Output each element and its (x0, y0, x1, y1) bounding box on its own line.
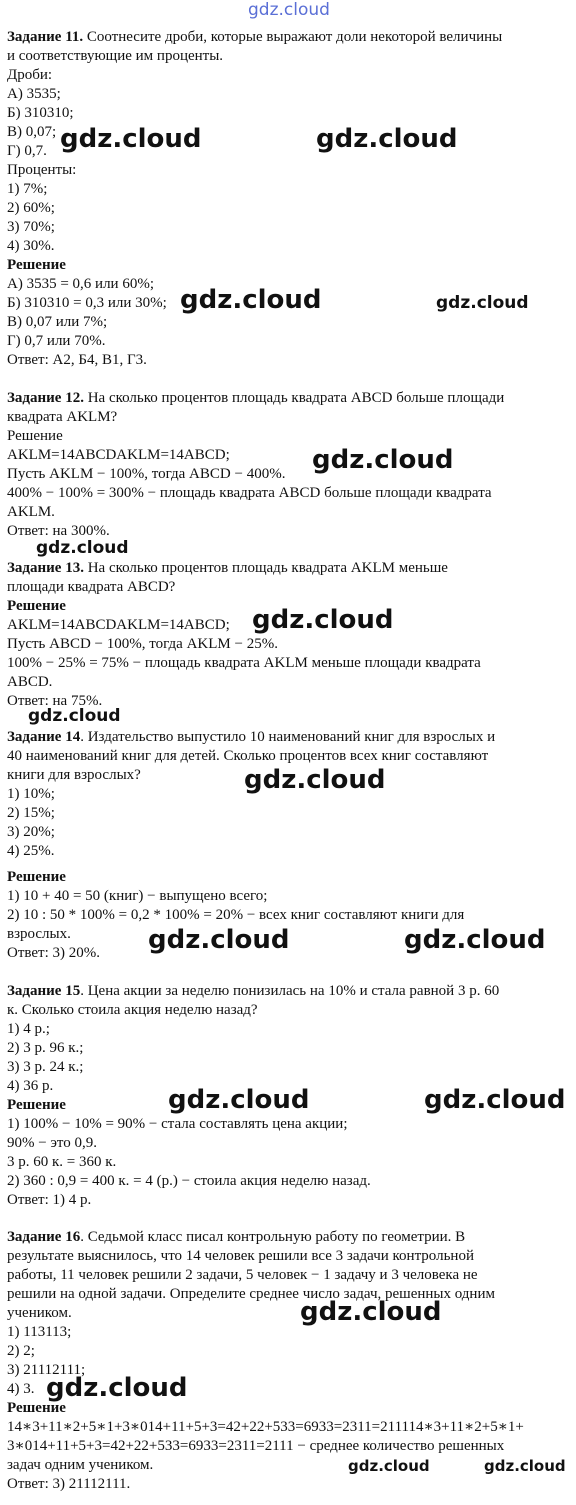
task-14-heading (7, 728, 563, 747)
task-12-solution-label: Решение (7, 428, 63, 444)
task-15-option: 2) 3 р. 96 к.; (7, 1040, 84, 1056)
task-12-text: На сколько процентов площадь квадрата ABCD больше площади (83, 390, 505, 406)
watermark: gdz.cloud (484, 1457, 566, 1475)
task-11-line: В) 0,07; (7, 124, 57, 140)
task-12-heading (7, 389, 563, 408)
task-11-solution-line: Б) 310310 = 0,3 или 30%; (7, 295, 167, 311)
task-16-option: 3) 21112111; (7, 1362, 86, 1378)
task-13-solution-line: AKLM=14ABCDAKLM=14ABCD; (7, 617, 230, 633)
watermark: gdz.cloud (424, 1085, 566, 1115)
watermark: gdz.cloud (46, 1373, 188, 1403)
task-16-text-cont: учеником. (7, 1305, 72, 1321)
task-15-option: 1) 4 р.; (7, 1021, 50, 1037)
task-13-solution-label: Решение (7, 598, 66, 614)
task-16-text-cont: решили на одной задачи. Определите среднее число задач, решенных одним (7, 1286, 495, 1302)
watermark: gdz.cloud (316, 124, 458, 154)
task-15-text: . Цена акции за неделю понизилась на 10% и стала равной 3 р. 60 (80, 983, 500, 999)
task-15-heading (7, 982, 563, 1001)
task-12-solution-line: 400% − 100% = 300% − площадь квадрата ABCD больше площади квадрата (7, 485, 492, 501)
watermark: gdz.cloud (244, 765, 386, 795)
task-15-solution-line: 1) 100% − 10% = 90% − стала составлять цена акции; (7, 1116, 348, 1132)
task-16-text-cont: работы, 11 человек решили 2 задачи, 5 человек − 1 задачу и 3 человека не (7, 1267, 478, 1283)
task-13-answer: Ответ: на 75%. (7, 693, 103, 709)
task-12-text-cont: квадрата AKLM? (7, 409, 118, 425)
task-14-solution-line: 1) 10 + 40 = 50 (книг) − выпущено всего; (7, 888, 268, 904)
task-15-solution-line: 2) 360 : 0,9 = 400 к. = 4 (р.) − стоила акция неделю назад. (7, 1173, 371, 1189)
task-11-line: Дроби: (7, 67, 53, 83)
task-16-option: 4) 3. (7, 1381, 35, 1397)
task-14-option: 2) 15%; (7, 805, 55, 821)
task-11-text-cont: и соответствующие им проценты. (7, 48, 224, 64)
watermark: gdz.cloud (436, 293, 529, 313)
task-14-text-cont: книги для взрослых? (7, 767, 141, 783)
task-13-heading (7, 559, 563, 578)
task-13-solution-line: Пусть ABCD − 100%, тогда AKLM − 25%. (7, 636, 278, 652)
watermark: gdz.cloud (300, 1297, 442, 1327)
task-11-heading (7, 28, 563, 47)
task-13-solution-line: ABCD. (7, 674, 53, 690)
task-11-solution-label: Решение (7, 257, 66, 273)
watermark: gdz.cloud (168, 1085, 310, 1115)
task-14-option: 1) 10%; (7, 786, 55, 802)
watermark: gdz.cloud (180, 285, 322, 315)
task-14-solution-line: взрослых. (7, 926, 71, 942)
task-14-solution-label: Решение (7, 869, 66, 885)
task-15-text-cont: к. Сколько стоила акция неделю назад? (7, 1002, 258, 1018)
task-14-option: 4) 25%. (7, 843, 55, 859)
header-watermark: gdz.cloud (248, 0, 330, 20)
task-11-solution-line: В) 0,07 или 7%; (7, 314, 108, 330)
task-16-option: 1) 113113; (7, 1324, 72, 1340)
task-13 (7, 559, 563, 711)
task-11-line: 2) 60%; (7, 200, 55, 216)
watermark: gdz.cloud (28, 706, 121, 726)
task-13-solution-line: 100% − 25% = 75% − площадь квадрата AKLM меньше площади квадрата (7, 655, 481, 671)
task-15-answer: Ответ: 1) 4 р. (7, 1192, 92, 1208)
task-11-text: Соотнесите дроби, которые выражают доли некоторой величины (83, 29, 503, 45)
task-12-solution-line: AKLM. (7, 504, 55, 520)
task-14-text: . Издательство выпустило 10 наименований книг для взрослых и (80, 729, 496, 745)
watermark: gdz.cloud (348, 1457, 430, 1475)
task-11-line: Г) 0,7. (7, 143, 47, 159)
watermark: gdz.cloud (404, 925, 546, 955)
task-12-solution-line: AKLM=14ABCDAKLM=14ABCD; (7, 447, 230, 463)
task-12-answer: Ответ: на 300%. (7, 523, 110, 539)
task-16-solution-line: 3∗014+11+5+3=42+22+533=6933=2311=2111 − среднее количество решенных (7, 1438, 505, 1454)
task-14-solution-line: 2) 10 : 50 * 100% = 0,2 * 100% = 20% − всех книг составляют книги для (7, 907, 465, 923)
watermark: gdz.cloud (252, 605, 394, 635)
task-14-text-cont: 40 наименований книг для детей. Сколько процентов всех книг составляют (7, 748, 489, 764)
task-12 (7, 389, 563, 541)
task-16-text-cont: результате выяснилось, что 14 человек решили все 3 задачи контрольной (7, 1248, 474, 1264)
task-15-option: 4) 36 р. (7, 1078, 54, 1094)
task-15-solution-line: 3 р. 60 к. = 360 к. (7, 1154, 117, 1170)
watermark: gdz.cloud (312, 445, 454, 475)
task-16-answer: Ответ: 3) 21112111. (7, 1476, 131, 1492)
task-16-solution-line: задач одним учеником. (7, 1457, 154, 1473)
task-14-answer: Ответ: 3) 20%. (7, 945, 101, 961)
task-12-label: Задание 12. (7, 390, 84, 406)
watermark: gdz.cloud (60, 124, 202, 154)
task-11 (7, 28, 563, 370)
task-14-option: 3) 20%; (7, 824, 55, 840)
task-15-solution-label: Решение (7, 1097, 66, 1113)
task-16 (7, 1228, 563, 1494)
task-13-label: Задание 13. (7, 560, 84, 576)
task-11-line: Б) 310310; (7, 105, 74, 121)
task-13-text-cont: площади квадрата ABCD? (7, 579, 176, 595)
task-15-option: 3) 3 р. 24 к.; (7, 1059, 84, 1075)
task-11-solution-line: Г) 0,7 или 70%. (7, 333, 106, 349)
task-15-label: Задание 15 (7, 983, 81, 999)
task-16-text: . Седьмой класс писал контрольную работу по геометрии. В (80, 1229, 466, 1245)
task-11-label: Задание 11. (7, 29, 84, 45)
watermark: gdz.cloud (36, 538, 129, 558)
task-11-solution-line: А) 3535 = 0,6 или 60%; (7, 276, 154, 292)
task-11-line: Проценты: (7, 162, 77, 178)
task-16-heading (7, 1228, 563, 1247)
task-16-label: Задание 16 (7, 1229, 81, 1245)
task-15-solution-line: 90% − это 0,9. (7, 1135, 97, 1151)
task-16-option: 2) 2; (7, 1343, 35, 1359)
task-13-text: На сколько процентов площадь квадрата AKLM меньше (83, 560, 448, 576)
task-11-line: А) 3535; (7, 86, 61, 102)
task-11-line: 1) 7%; (7, 181, 48, 197)
task-16-solution-label: Решение (7, 1400, 66, 1416)
task-11-line: 3) 70%; (7, 219, 55, 235)
task-11-line: 4) 30%. (7, 238, 55, 254)
watermark: gdz.cloud (148, 925, 290, 955)
task-11-answer: Ответ: А2, Б4, В1, Г3. (7, 352, 147, 368)
task-16-solution-line: 14∗3+11∗2+5∗1+3∗014+11+5+3=42+22+533=6933=2311=211114∗3+11∗2+5∗1+ (7, 1419, 524, 1435)
task-12-solution-line: Пусть AKLM − 100%, тогда ABCD − 400%. (7, 466, 286, 482)
task-14-label: Задание 14 (7, 729, 81, 745)
